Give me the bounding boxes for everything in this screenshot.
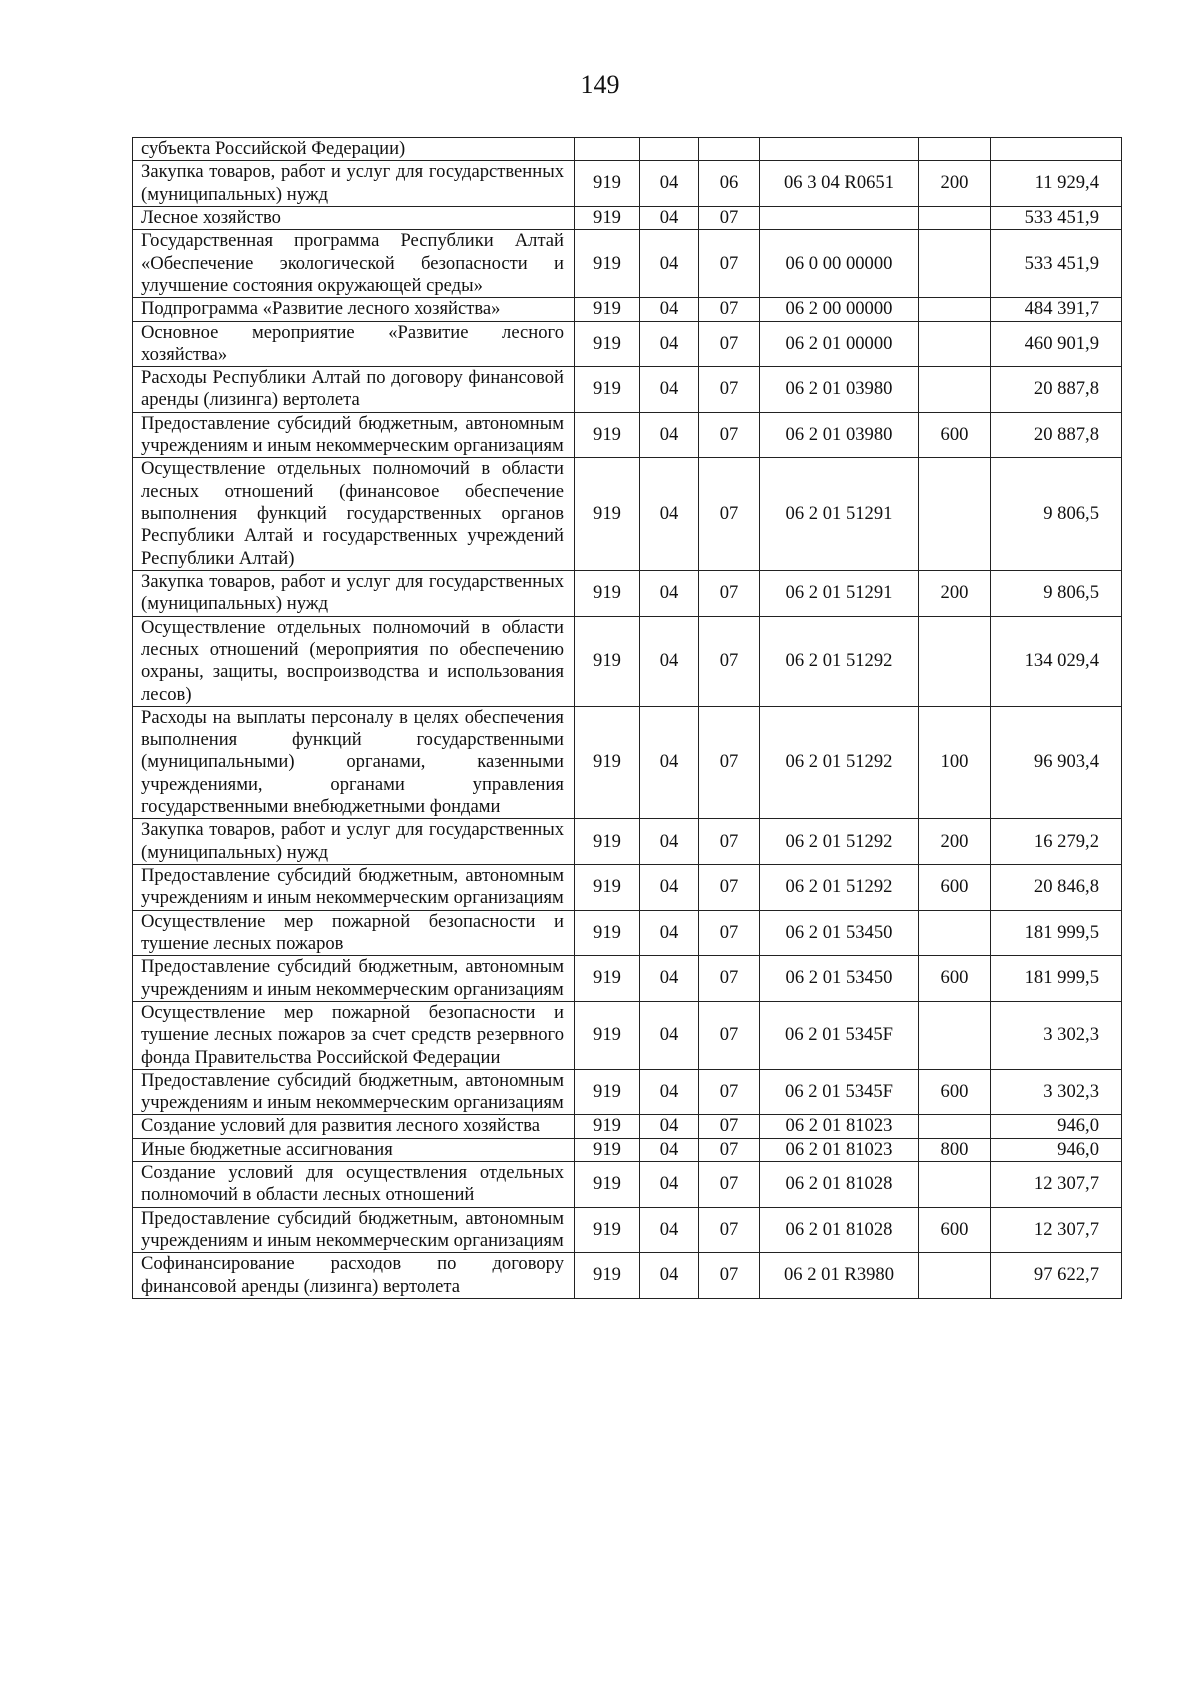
expense-name-cell: Предоставление субсидий бюджетным, автономным учреждениям и иным некоммерческим организациям — [133, 956, 575, 1002]
expense-type-cell: 600 — [919, 412, 991, 458]
section-code-cell: 04 — [640, 1115, 699, 1138]
expense-name-cell: Закупка товаров, работ и услуг для государственных (муниципальных) нужд — [133, 161, 575, 207]
grbs-code-cell: 919 — [575, 321, 640, 367]
section-code-cell: 04 — [640, 1069, 699, 1115]
table-row — [133, 138, 1122, 161]
subsection-code-cell: 07 — [699, 570, 760, 616]
grbs-code-cell: 919 — [575, 570, 640, 616]
expense-name-cell: Создание условий для осуществления отдельных полномочий в области лесных отношений — [133, 1162, 575, 1208]
expense-type-cell: 100 — [919, 706, 991, 819]
subsection-code-cell: 07 — [699, 206, 760, 229]
subsection-code-cell: 07 — [699, 1001, 760, 1069]
table-row — [133, 1138, 1122, 1161]
grbs-code-cell: 919 — [575, 161, 640, 207]
subsection-code-cell: 06 — [699, 161, 760, 207]
amount-cell: 946,0 — [991, 1115, 1122, 1138]
section-code-cell: 04 — [640, 458, 699, 571]
expense-type-cell — [919, 616, 991, 706]
section-code-cell: 04 — [640, 956, 699, 1002]
expense-name-cell: Расходы на выплаты персоналу в целях обеспечения выполнения функций государственными (муниципальными) органами, казенными учреждениями, органами управления государственными внебюджетными фондами — [133, 706, 575, 819]
expense-type-cell — [919, 367, 991, 413]
expense-type-cell — [919, 206, 991, 229]
amount-cell: 20 846,8 — [991, 865, 1122, 911]
amount-cell: 533 451,9 — [991, 230, 1122, 298]
grbs-code-cell: 919 — [575, 910, 640, 956]
subsection-code-cell: 07 — [699, 321, 760, 367]
expense-type-cell: 600 — [919, 1069, 991, 1115]
subsection-code-cell: 07 — [699, 865, 760, 911]
expense-name-cell: Осуществление отдельных полномочий в области лесных отношений (мероприятия по обеспечению охраны, защиты, воспроизводства и использования лесов) — [133, 616, 575, 706]
amount-cell: 96 903,4 — [991, 706, 1122, 819]
expense-name-cell: Софинансирование расходов по договору финансовой аренды (лизинга) вертолета — [133, 1253, 575, 1299]
expense-name-cell: Подпрограмма «Развитие лесного хозяйства» — [133, 298, 575, 321]
expense-type-cell: 800 — [919, 1138, 991, 1161]
expense-type-cell — [919, 1115, 991, 1138]
table-row — [133, 1115, 1122, 1138]
grbs-code-cell: 919 — [575, 412, 640, 458]
target-article-cell: 06 2 01 51292 — [760, 819, 919, 865]
section-code-cell: 04 — [640, 910, 699, 956]
target-article-cell: 06 2 01 5345F — [760, 1001, 919, 1069]
target-article-cell: 06 2 01 5345F — [760, 1069, 919, 1115]
budget-table — [132, 137, 1122, 1299]
expense-name-cell: Предоставление субсидий бюджетным, автономным учреждениям и иным некоммерческим организациям — [133, 1207, 575, 1253]
subsection-code-cell: 07 — [699, 298, 760, 321]
section-code-cell: 04 — [640, 865, 699, 911]
target-article-cell: 06 2 01 51292 — [760, 706, 919, 819]
target-article-cell: 06 2 01 81028 — [760, 1207, 919, 1253]
grbs-code-cell: 919 — [575, 1207, 640, 1253]
grbs-code-cell: 919 — [575, 206, 640, 229]
section-code-cell: 04 — [640, 321, 699, 367]
expense-name-cell: Предоставление субсидий бюджетным, автономным учреждениям и иным некоммерческим организациям — [133, 865, 575, 911]
expense-name-cell: Основное мероприятие «Развитие лесного хозяйства» — [133, 321, 575, 367]
section-code-cell: 04 — [640, 230, 699, 298]
subsection-code-cell: 07 — [699, 1069, 760, 1115]
grbs-code-cell: 919 — [575, 1138, 640, 1161]
grbs-code-cell: 919 — [575, 956, 640, 1002]
table-row — [133, 412, 1122, 458]
subsection-code-cell: 07 — [699, 1162, 760, 1208]
amount-cell: 533 451,9 — [991, 206, 1122, 229]
expense-name-cell: Расходы Республики Алтай по договору финансовой аренды (лизинга) вертолета — [133, 367, 575, 413]
target-article-cell: 06 2 01 51291 — [760, 570, 919, 616]
target-article-cell: 06 0 00 00000 — [760, 230, 919, 298]
amount-cell: 181 999,5 — [991, 956, 1122, 1002]
amount-cell: 12 307,7 — [991, 1207, 1122, 1253]
subsection-code-cell: 07 — [699, 956, 760, 1002]
amount-cell: 20 887,8 — [991, 367, 1122, 413]
target-article-cell: 06 2 01 53450 — [760, 910, 919, 956]
expense-type-cell: 600 — [919, 956, 991, 1002]
grbs-code-cell: 919 — [575, 865, 640, 911]
section-code-cell: 04 — [640, 161, 699, 207]
section-code-cell: 04 — [640, 206, 699, 229]
subsection-code-cell: 07 — [699, 412, 760, 458]
expense-type-cell: 600 — [919, 865, 991, 911]
table-row — [133, 1207, 1122, 1253]
table-body — [133, 138, 1122, 1299]
target-article-cell: 06 2 01 03980 — [760, 367, 919, 413]
subsection-code-cell: 07 — [699, 1207, 760, 1253]
grbs-code-cell: 919 — [575, 1162, 640, 1208]
table-row — [133, 1162, 1122, 1208]
table-row — [133, 616, 1122, 706]
table-row — [133, 706, 1122, 819]
amount-cell: 9 806,5 — [991, 570, 1122, 616]
section-code-cell: 04 — [640, 1207, 699, 1253]
expense-type-cell — [919, 910, 991, 956]
grbs-code-cell: 919 — [575, 616, 640, 706]
table-row — [133, 819, 1122, 865]
section-code-cell: 04 — [640, 570, 699, 616]
target-article-cell: 06 2 00 00000 — [760, 298, 919, 321]
grbs-code-cell: 919 — [575, 1001, 640, 1069]
grbs-code-cell: 919 — [575, 706, 640, 819]
expense-type-cell — [919, 1162, 991, 1208]
amount-cell: 20 887,8 — [991, 412, 1122, 458]
expense-type-cell — [919, 230, 991, 298]
grbs-code-cell: 919 — [575, 819, 640, 865]
table-row — [133, 910, 1122, 956]
amount-cell: 946,0 — [991, 1138, 1122, 1161]
table-row — [133, 367, 1122, 413]
expense-name-cell: Осуществление мер пожарной безопасности и тушение лесных пожаров за счет средств резервного фонда Правительства Российской Федерации — [133, 1001, 575, 1069]
table-row — [133, 206, 1122, 229]
table-row — [133, 1253, 1122, 1299]
target-article-cell: 06 2 01 51292 — [760, 865, 919, 911]
section-code-cell: 04 — [640, 1001, 699, 1069]
grbs-code-cell: 919 — [575, 367, 640, 413]
expense-name-cell: Закупка товаров, работ и услуг для государственных (муниципальных) нужд — [133, 570, 575, 616]
grbs-code-cell: 919 — [575, 298, 640, 321]
grbs-code-cell: 919 — [575, 458, 640, 571]
subsection-code-cell: 07 — [699, 458, 760, 571]
amount-cell: 11 929,4 — [991, 161, 1122, 207]
subsection-code-cell: 07 — [699, 1115, 760, 1138]
expense-name-cell: Осуществление отдельных полномочий в области лесных отношений (финансовое обеспечение выполнения функций государственных органов Республики Алтай и государственных учреждений Республики Алтай) — [133, 458, 575, 571]
subsection-code-cell: 07 — [699, 367, 760, 413]
amount-cell: 9 806,5 — [991, 458, 1122, 571]
expense-name-cell: Лесное хозяйство — [133, 206, 575, 229]
expense-name-cell: Иные бюджетные ассигнования — [133, 1138, 575, 1161]
subsection-code-cell: 07 — [699, 706, 760, 819]
section-code-cell: 04 — [640, 1162, 699, 1208]
table-row — [133, 230, 1122, 298]
amount-cell: 16 279,2 — [991, 819, 1122, 865]
table-row — [133, 956, 1122, 1002]
target-article-cell: 06 2 01 81023 — [760, 1115, 919, 1138]
expense-name-cell: Закупка товаров, работ и услуг для государственных (муниципальных) нужд — [133, 819, 575, 865]
expense-name-cell: Предоставление субсидий бюджетным, автономным учреждениям и иным некоммерческим организациям — [133, 412, 575, 458]
grbs-code-cell — [575, 138, 640, 161]
amount-cell: 460 901,9 — [991, 321, 1122, 367]
amount-cell: 484 391,7 — [991, 298, 1122, 321]
expense-type-cell — [919, 321, 991, 367]
target-article-cell: 06 3 04 R0651 — [760, 161, 919, 207]
section-code-cell: 04 — [640, 1253, 699, 1299]
subsection-code-cell: 07 — [699, 230, 760, 298]
expense-name-cell: Предоставление субсидий бюджетным, автономным учреждениям и иным некоммерческим организациям — [133, 1069, 575, 1115]
subsection-code-cell — [699, 138, 760, 161]
expense-name-cell: Создание условий для развития лесного хозяйства — [133, 1115, 575, 1138]
target-article-cell: 06 2 01 03980 — [760, 412, 919, 458]
subsection-code-cell: 07 — [699, 616, 760, 706]
table-row — [133, 321, 1122, 367]
table-row — [133, 570, 1122, 616]
subsection-code-cell: 07 — [699, 910, 760, 956]
table-row — [133, 161, 1122, 207]
grbs-code-cell: 919 — [575, 1069, 640, 1115]
expense-type-cell — [919, 458, 991, 571]
grbs-code-cell: 919 — [575, 230, 640, 298]
target-article-cell: 06 2 01 51291 — [760, 458, 919, 571]
subsection-code-cell: 07 — [699, 1138, 760, 1161]
amount-cell — [991, 138, 1122, 161]
table-row — [133, 1001, 1122, 1069]
table-row — [133, 1069, 1122, 1115]
expense-type-cell: 200 — [919, 819, 991, 865]
expense-type-cell: 200 — [919, 161, 991, 207]
subsection-code-cell: 07 — [699, 1253, 760, 1299]
table-row — [133, 298, 1122, 321]
expense-name-cell: Государственная программа Республики Алтай «Обеспечение экологической безопасности и улучшение состояния окружающей среды» — [133, 230, 575, 298]
section-code-cell: 04 — [640, 298, 699, 321]
subsection-code-cell: 07 — [699, 819, 760, 865]
section-code-cell: 04 — [640, 706, 699, 819]
target-article-cell: 06 2 01 R3980 — [760, 1253, 919, 1299]
target-article-cell: 06 2 01 51292 — [760, 616, 919, 706]
expense-type-cell: 200 — [919, 570, 991, 616]
section-code-cell — [640, 138, 699, 161]
amount-cell: 12 307,7 — [991, 1162, 1122, 1208]
grbs-code-cell: 919 — [575, 1115, 640, 1138]
section-code-cell: 04 — [640, 1138, 699, 1161]
section-code-cell: 04 — [640, 412, 699, 458]
expense-type-cell — [919, 138, 991, 161]
expense-name-cell: Осуществление мер пожарной безопасности и тушение лесных пожаров — [133, 910, 575, 956]
amount-cell: 3 302,3 — [991, 1001, 1122, 1069]
expense-type-cell — [919, 1001, 991, 1069]
grbs-code-cell: 919 — [575, 1253, 640, 1299]
amount-cell: 3 302,3 — [991, 1069, 1122, 1115]
table-row — [133, 458, 1122, 571]
section-code-cell: 04 — [640, 819, 699, 865]
expense-type-cell — [919, 1253, 991, 1299]
amount-cell: 134 029,4 — [991, 616, 1122, 706]
target-article-cell: 06 2 01 81023 — [760, 1138, 919, 1161]
target-article-cell: 06 2 01 00000 — [760, 321, 919, 367]
expense-type-cell: 600 — [919, 1207, 991, 1253]
target-article-cell: 06 2 01 81028 — [760, 1162, 919, 1208]
expense-type-cell — [919, 298, 991, 321]
amount-cell: 97 622,7 — [991, 1253, 1122, 1299]
target-article-cell: 06 2 01 53450 — [760, 956, 919, 1002]
amount-cell: 181 999,5 — [991, 910, 1122, 956]
expense-name-cell: субъекта Российской Федерации) — [133, 138, 575, 161]
section-code-cell: 04 — [640, 616, 699, 706]
target-article-cell — [760, 206, 919, 229]
table-row — [133, 865, 1122, 911]
page-number: 149 — [580, 70, 620, 99]
section-code-cell: 04 — [640, 367, 699, 413]
target-article-cell — [760, 138, 919, 161]
